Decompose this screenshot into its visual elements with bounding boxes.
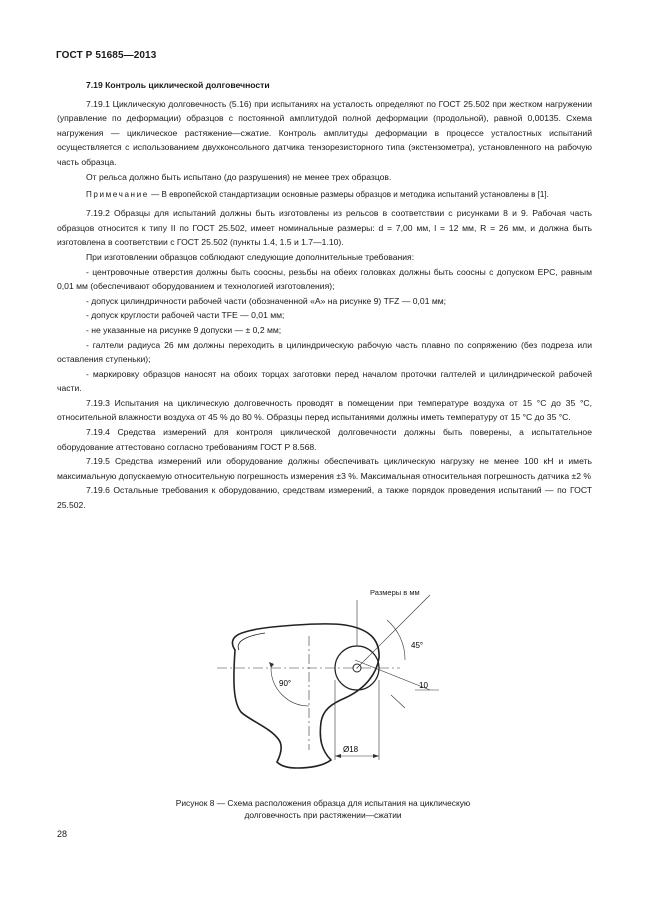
dim-10-line [391,695,405,708]
paragraph-7-19-3: 7.19.3 Испытания на циклическую долговечность проводят в помещении при температуре воздуха от 15 °С до 35 °С, относительной влажности воздуха от 45 % до 80 %. Образцы перед испытаниями должны иметь температуру от 15 °С до 35 °С. [57,397,592,423]
paragraph-7-19-1: 7.19.1 Циклическую долговечность (5.16) при испытаниях на усталость определяют по ГОСТ 25.502 при жестком нагружении (управление по деформации) образцов с постоянной амплитудой полной деформации (продольной), равной 0,00135. Схема нагружения — циклическое растяжение—сжатие. Контроль амплитуды деформации в процессе усталостных испытаний осуществляется с использованием двухконсольного датчика тензорезисторного типа (экстензометра), установленного на рабочую часть образца. [57,98,592,167]
figure-8-rail-drawing [205,580,455,790]
angle-45-arc [387,620,405,660]
note-label: Примечание [86,190,149,200]
bullet-fillets: - галтели радиуса 26 мм должны переходить в цилиндрическую рабочую часть плавно по сопряжению (без подреза или оставления ступеньки); [57,339,592,365]
diagonal-45-line [357,595,430,668]
document-body [57,78,592,513]
paragraph-7-19-6: 7.19.6 Остальные требования к оборудованию, средствам измерений, а также порядок проведения испытаний — по ГОСТ 25.502. [57,485,592,511]
caption-line-2: долговечность при растяжении—сжатии [244,810,402,820]
dim-10-label: 10 [419,681,428,690]
angle-90-arrow [269,662,274,668]
paragraph-7-19-5: 7.19.5 Средства измерений или оборудование должны обеспечивать циклическую нагрузку не менее 100 кН и иметь максимальную допускаемую относительную погрешность измерения ±3 %. Максимальная относительная погрешность датчика ±2 % [57,456,592,481]
bullet-marking: - маркировку образцов наносят на обоих торцах заготовки перед началом проточки галтелей и цилиндрической рабочей части. [57,368,592,394]
document-header: ГОСТ Р 51685—2013 [56,50,157,61]
paragraph-7-19-2: 7.19.2 Образцы для испытаний должны быть изготовлены из рельсов в соответствии с рисунками 8 и 9. Рабочая часть образцов относится к типу II по ГОСТ 25.502, имеет номинальные размеры: d = 7,00 мм, l = 12 мм, R = 26 мм, и должна быть изготовлена в соответствии с ГОСТ 25.502 (пункты 1.4, 1.5 и 1.7—1.10). [57,208,592,248]
bullet-roundness: - допуск круглости рабочей части TFE — 0,01 мм; [86,310,285,321]
dim-18-arrow-left [335,754,341,758]
angle-90-label: 90° [279,679,292,688]
dim-18-arrow-right [373,754,379,758]
note-text: — В европейской стандартизации основные размеры образцов и методика испытаний установлены в [1]. [148,190,549,200]
caption-line-1: Рисунок 8 — Схема расположения образца для испытания на циклическую [175,798,471,808]
section-title: 7.19 Контроль циклической долговечности [86,80,270,90]
paragraph-samples-count: От рельса должно быть испытано (до разрушения) не менее трех образцов. [86,171,392,182]
note [57,188,592,202]
bullet-centering-holes: - центровочные отверстия должны быть соосны, резьбы на обеих головках должны быть соосны с допуском EPC, равным 0,01 мм (обеспечивают оборудованием и технологией изготовления); [57,266,592,292]
bullet-tolerances: - не указанные на рисунке 9 допуски — ± 0,2 мм; [86,324,282,335]
dimensions-label: Размеры в мм [370,588,420,597]
bullet-cylindricity: - допуск цилиндричности рабочей части (обозначенной «А» на рисунке 9) TFZ — 0,01 мм; [86,295,447,306]
rail-section-drawing [205,580,455,790]
head-inner-arc [238,633,265,650]
paragraph-requirements-intro: При изготовлении образцов соблюдают следующие дополнительные требования: [86,251,415,262]
page-number: 28 [57,829,68,839]
paragraph-7-19-4: 7.19.4 Средства измерений для контроля циклической долговечности должны быть поверены, а испытательное оборудование аттестовано согласно требованиям ГОСТ Р 8.568. [57,427,592,452]
figure-caption [100,797,546,821]
angle-45-label: 45° [411,641,424,650]
dim-18-label: Ø18 [343,745,359,754]
